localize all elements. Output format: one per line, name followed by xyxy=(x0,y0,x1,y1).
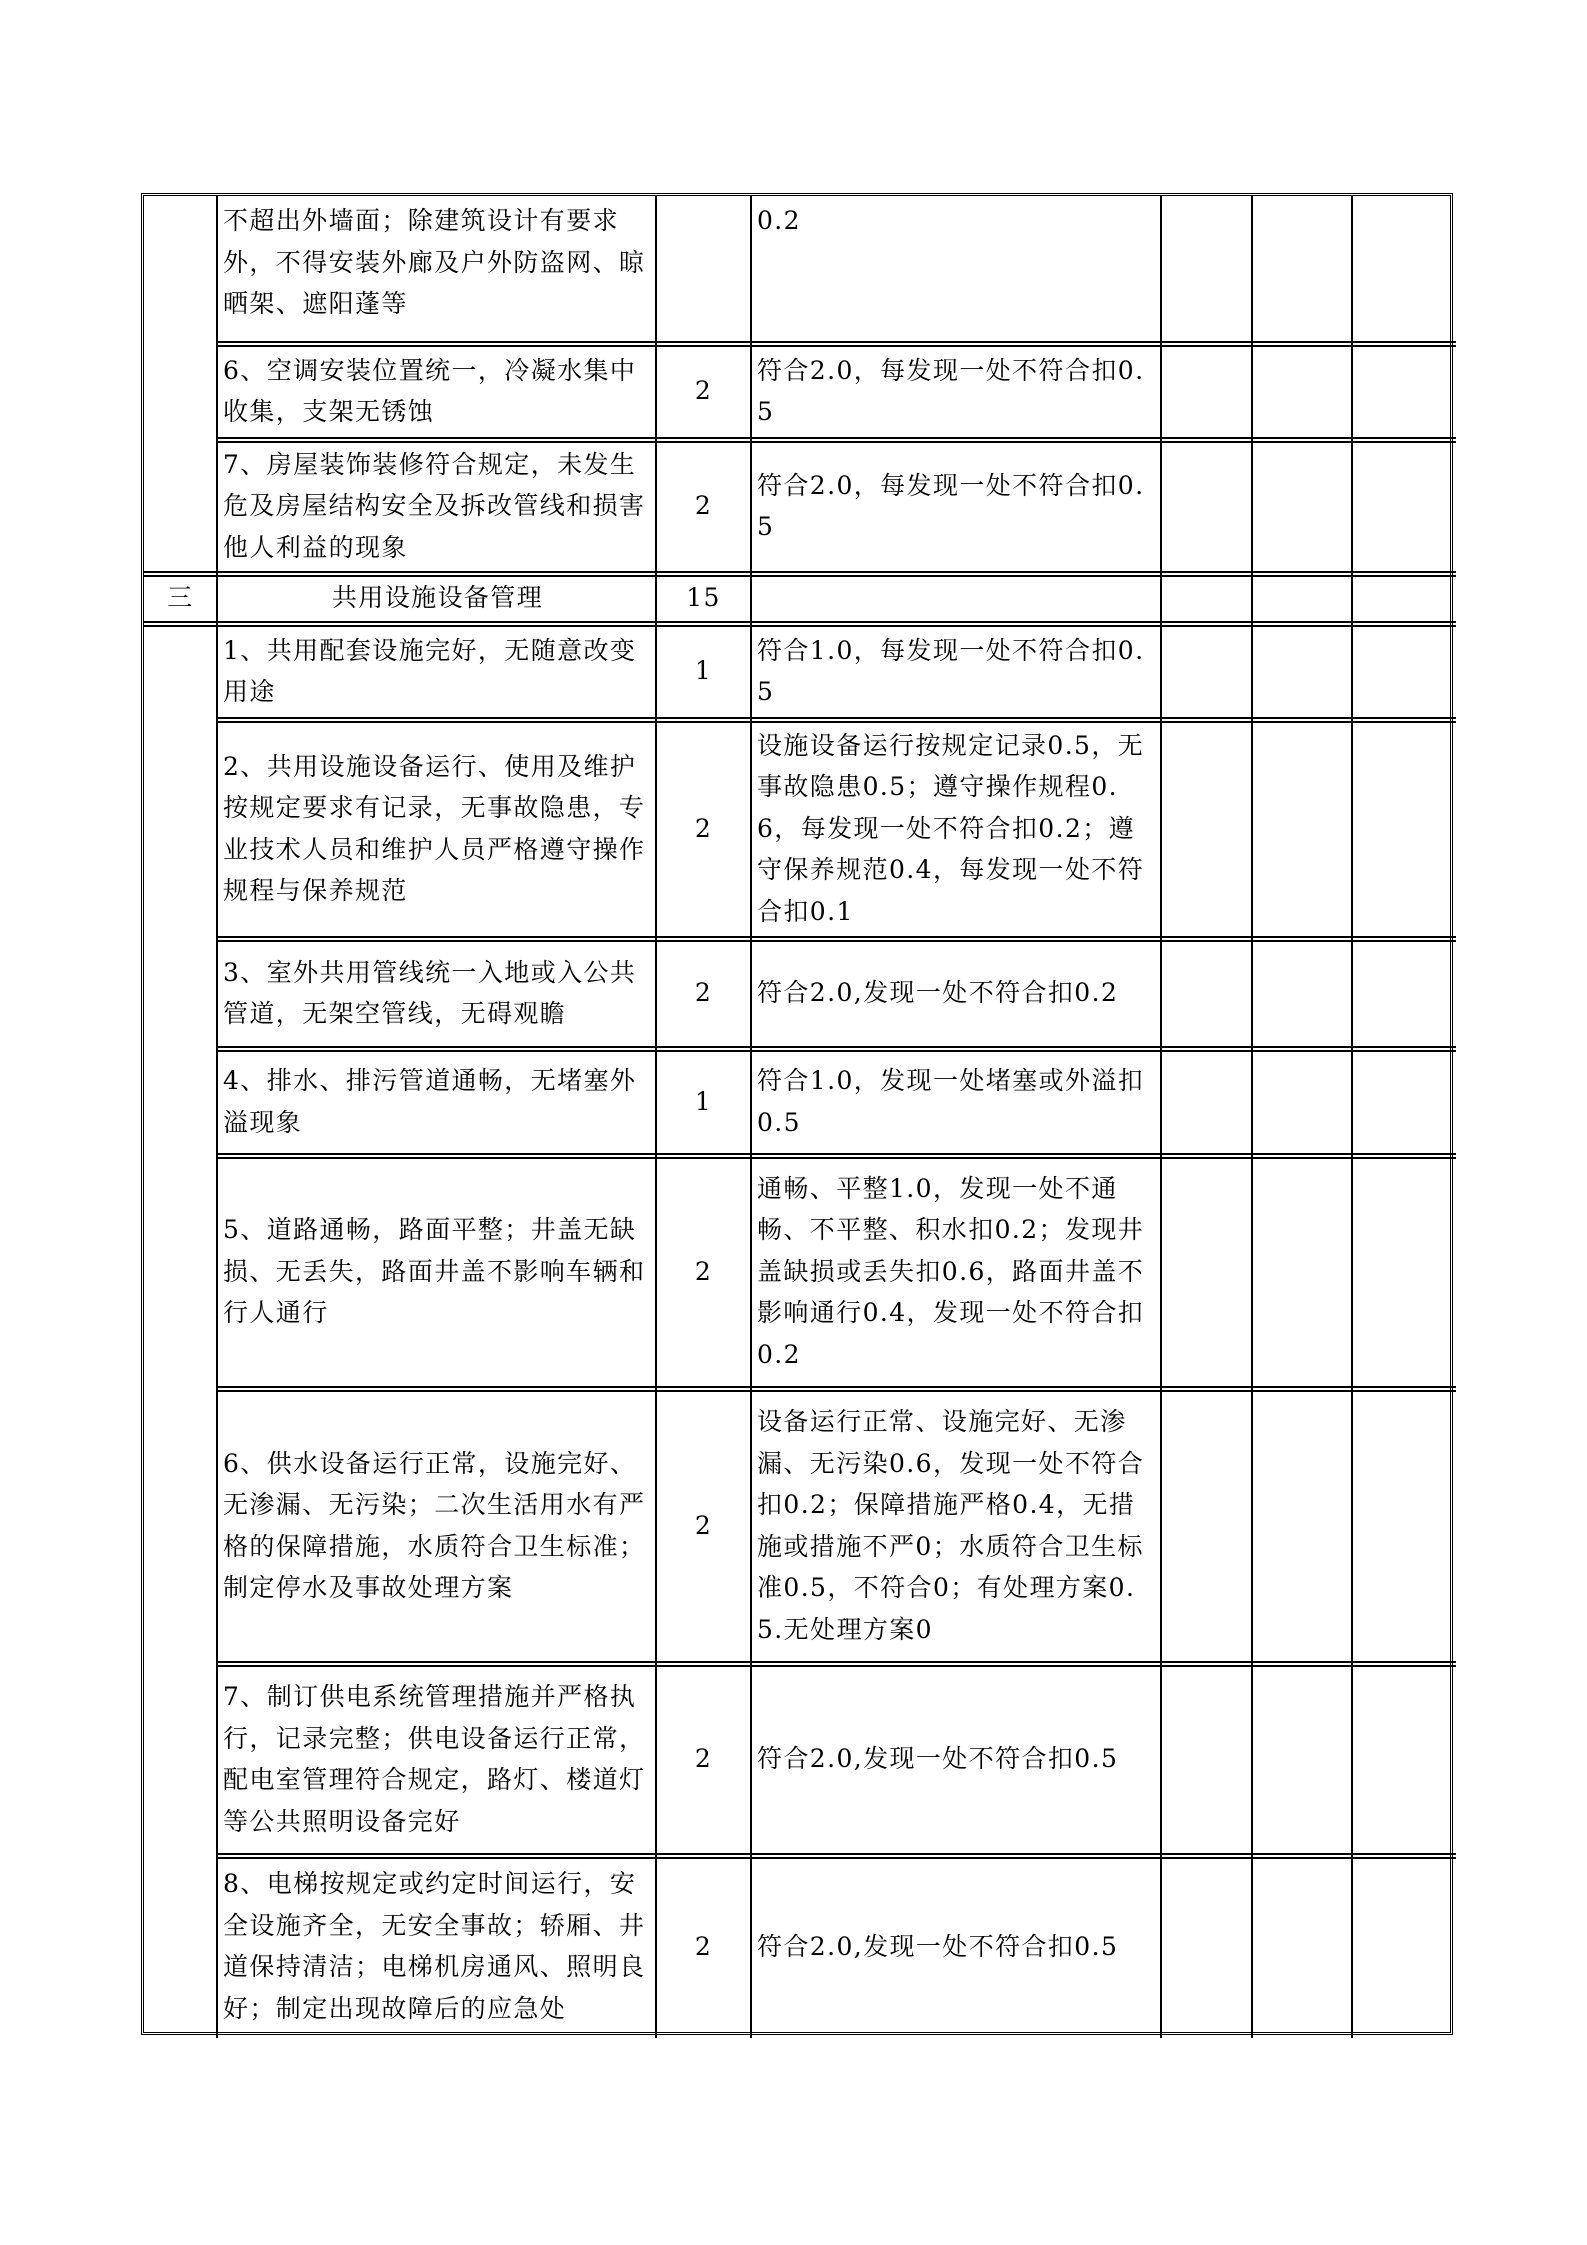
item-description: 不超出外墙面；除建筑设计有要求外，不得安装外廊及户外防盗网、晾晒架、遮阳蓬等 xyxy=(223,206,646,318)
blank-cell xyxy=(1161,196,1252,343)
section-number: 三 xyxy=(167,583,194,613)
scoring-criteria: 符合1.0，发现一处堵塞或外溢扣0.5 xyxy=(757,1066,1145,1137)
blank-cell xyxy=(1352,1663,1456,1855)
blank-cell xyxy=(1352,196,1456,343)
blank-cell xyxy=(1252,573,1352,623)
scoring-criteria: 符合2.0,发现一处不符合扣0.2 xyxy=(757,978,1119,1008)
blank-cell xyxy=(1252,1663,1352,1855)
scoring-criteria: 符合1.0，每发现一处不符合扣0.5 xyxy=(757,635,1145,706)
blank-cell xyxy=(1352,439,1456,573)
item-description: 2、共用设施设备运行、使用及维护按规定要求有记录，无事故隐患，专业技术人员和维护人员严格遵守操作规程与保养规范 xyxy=(223,751,646,905)
blank-cell xyxy=(1161,1388,1252,1663)
item-description: 8、电梯按规定或约定时间运行，安全设施齐全，无安全事故；轿厢、井道保持清洁；电梯机房通风、照明良好；制定出现故障后的应急处 xyxy=(223,1869,646,2023)
score-value: 2 xyxy=(694,1744,713,1774)
scoring-criteria: 符合2.0,发现一处不符合扣0.5 xyxy=(757,1744,1119,1774)
blank-cell xyxy=(1161,1855,1252,2038)
blank-cell xyxy=(1252,439,1352,573)
item-description: 6、供水设备运行正常，设施完好、无渗漏、无污染；二次生活用水有严格的保障措施，水质符合卫生标准；制定停水及事故处理方案 xyxy=(223,1448,646,1602)
blank-cell xyxy=(1352,1048,1456,1155)
blank-cell xyxy=(1252,1048,1352,1155)
score-value: 15 xyxy=(686,583,721,613)
score-value: 2 xyxy=(694,1510,713,1540)
blank-cell xyxy=(1161,343,1252,439)
blank-cell xyxy=(1352,1155,1456,1388)
item-description: 7、制订供电系统管理措施并严格执行，记录完整；供电设备运行正常，配电室管理符合规定，路灯、楼道灯等公共照明设备完好 xyxy=(223,1682,646,1836)
blank-cell xyxy=(1252,623,1352,719)
blank-cell xyxy=(1161,938,1252,1048)
blank-cell xyxy=(1161,439,1252,573)
blank-cell xyxy=(1252,938,1352,1048)
scoring-criteria: 设备运行正常、设施完好、无渗漏、无污染0.6，发现一处不符合扣0.2；保障措施严格0.4，无措施或措施不严0；水质符合卫生标准0.5，不符合0；有处理方案0.5.无处理方案0 xyxy=(757,1407,1145,1644)
item-description: 1、共用配套设施完好，无随意改变用途 xyxy=(223,635,637,706)
scoring-criteria: 通畅、平整1.0，发现一处不通畅、不平整、积水扣0.2；发现井盖缺损或丢失扣0.6，路面井盖不影响通行0.4，发现一处不符合扣0.2 xyxy=(757,1173,1145,1369)
blank-cell xyxy=(1161,573,1252,623)
blank-cell xyxy=(1352,1855,1456,2038)
item-description: 5、道路通畅，路面平整；井盖无缺损、无丢失，路面井盖不影响车辆和行人通行 xyxy=(223,1215,646,1328)
score-value: 1 xyxy=(694,1086,713,1116)
score-value xyxy=(656,196,751,343)
scoring-criteria: 符合2.0,发现一处不符合扣0.5 xyxy=(757,1931,1119,1961)
blank-cell xyxy=(1352,623,1456,719)
blank-cell xyxy=(1352,573,1456,623)
scoring-criteria xyxy=(757,577,1157,619)
item-description: 3、室外共用管线统一入地或入公共管道，无架空管线，无碍观瞻 xyxy=(223,957,637,1028)
blank-cell xyxy=(1161,1155,1252,1388)
score-value: 1 xyxy=(694,656,713,686)
blank-cell xyxy=(1252,1855,1352,2038)
score-value: 2 xyxy=(694,491,713,521)
blank-cell xyxy=(1161,623,1252,719)
score-value: 2 xyxy=(694,1931,713,1961)
score-value: 2 xyxy=(694,813,713,843)
section-title: 共用设施设备管理 xyxy=(331,583,544,613)
blank-cell xyxy=(1352,938,1456,1048)
scoring-criteria: 0.2 xyxy=(757,206,801,235)
scoring-criteria: 符合2.0，每发现一处不符合扣0.5 xyxy=(757,470,1145,541)
item-description: 4、排水、排污管道通畅，无堵塞外溢现象 xyxy=(223,1066,637,1137)
scoring-criteria: 符合2.0，每发现一处不符合扣0.5 xyxy=(757,355,1145,426)
blank-cell xyxy=(1252,343,1352,439)
blank-cell xyxy=(1352,343,1456,439)
blank-cell xyxy=(1252,196,1352,343)
item-description: 7、房屋装饰装修符合规定，未发生危及房屋结构安全及拆改管线和损害他人利益的现象 xyxy=(223,449,646,562)
item-description: 6、空调安装位置统一，冷凝水集中收集，支架无锈蚀 xyxy=(223,355,637,426)
blank-cell xyxy=(1161,1663,1252,1855)
scoring-criteria: 设施设备运行按规定记录0.5，无事故隐患0.5；遵守操作规程0.6，每发现一处不符合扣0.2；遵守保养规范0.4，每发现一处不符合扣0.1 xyxy=(757,730,1145,926)
blank-cell xyxy=(1252,1388,1352,1663)
score-value: 2 xyxy=(694,1256,713,1286)
blank-cell xyxy=(1161,1048,1252,1155)
blank-cell xyxy=(1352,719,1456,938)
score-value: 2 xyxy=(694,978,713,1008)
blank-cell xyxy=(1252,1155,1352,1388)
blank-cell xyxy=(1161,719,1252,938)
blank-cell xyxy=(1252,719,1352,938)
score-value: 2 xyxy=(694,376,713,406)
blank-cell xyxy=(1352,1388,1456,1663)
evaluation-table xyxy=(141,193,1453,2035)
